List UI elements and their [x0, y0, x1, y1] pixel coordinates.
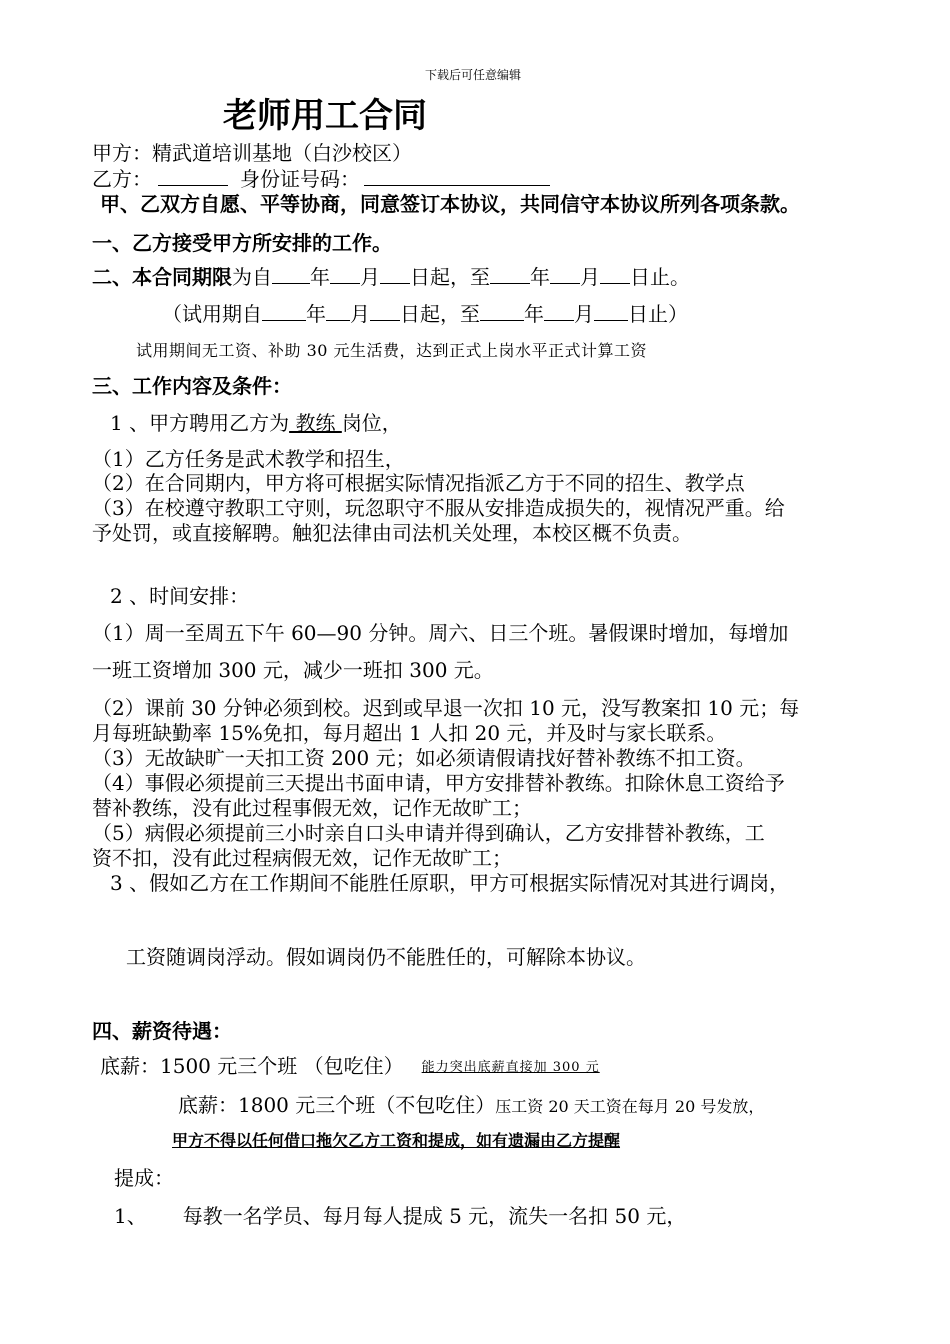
trial-day-end-label: 日止） [628, 302, 688, 326]
id-number-blank[interactable] [364, 167, 550, 186]
task-1: （1）乙方任务是武术教学和招生， [92, 447, 405, 471]
commission-item-1 [114, 1203, 686, 1229]
trial-end-month-blank[interactable] [544, 302, 574, 321]
time-4-line1: （4）事假必须提前三天提出书面申请，甲方安排替补教练。扣除休息工资给予 [92, 771, 785, 795]
trial-end-year-blank[interactable] [480, 302, 524, 321]
item3-line1: 3 、假如乙方在工作期间不能胜任原职，甲方可根据实际情况对其进行调岗， [110, 871, 790, 895]
end-day-blank[interactable] [600, 265, 630, 284]
time-2-line1: （2）课前 30 分钟必须到校。迟到或早退一次扣 10 元，没写教案扣 10 元；每 [92, 696, 800, 720]
trial-note: 试用期间无工资、补助 30 元生活费，达到正式上岗水平正式计算工资 [136, 341, 648, 360]
item1-prefix: 1 、甲方聘用乙方为 [110, 411, 290, 435]
contract-term-line [92, 264, 690, 290]
time-5-line1: （5）病假必须提前三小时亲自口头申请并得到确认，乙方安排替补教练，工 [92, 821, 765, 845]
year-label: 年 [530, 265, 550, 289]
item2-heading: 2 、时间安排： [110, 584, 250, 608]
base-salary-2-line [178, 1092, 764, 1118]
section2-heading: 二、本合同期限 [92, 265, 232, 289]
party-b-name-blank[interactable] [158, 167, 228, 186]
page-title: 老师用工合同 [223, 96, 427, 136]
commission-label: 提成： [114, 1166, 174, 1190]
commission-item-1-number: 1、 [114, 1204, 147, 1228]
trial-start-year-blank[interactable] [262, 302, 306, 321]
term-from-text: 为自 [232, 265, 272, 289]
year-label: 年 [306, 302, 326, 326]
base-salary-2: 底薪：1800 元三个班（不包吃住） [178, 1093, 496, 1117]
trial-end-day-blank[interactable] [594, 302, 628, 321]
month-label: 月 [350, 302, 370, 326]
end-year-blank[interactable] [490, 265, 530, 284]
trial-start-month-blank[interactable] [326, 302, 350, 321]
task-3-line1: （3）在校遵守教职工守则，玩忽职守不服从安排造成损失的，视情况严重。给 [92, 496, 785, 520]
intro-paragraph: 甲、乙双方自愿、平等协商，同意签订本协议，共同信守本协议所列各项条款。 [100, 192, 800, 216]
year-label: 年 [310, 265, 330, 289]
section1-heading: 一、乙方接受甲方所安排的工作。 [92, 231, 392, 255]
party-b-label: 乙方： [92, 167, 152, 191]
id-number-label: 身份证号码： [240, 167, 360, 191]
commission-item-1-text: 每教一名学员、每月每人提成 5 元，流失一名扣 50 元， [182, 1204, 687, 1228]
section4-heading: 四、薪资待遇： [92, 1019, 232, 1043]
start-month-blank[interactable] [330, 265, 360, 284]
base-salary-1: 底薪：1500 元三个班 （包吃住） [100, 1054, 404, 1078]
year-label: 年 [524, 302, 544, 326]
task-2: （2）在合同期内，甲方将可根据实际情况指派乙方于不同的招生、教学点 [92, 471, 745, 495]
time-1-line1: （1）周一至周五下午 60—90 分钟。周六、日三个班。暑假课时增加，每增加 [92, 621, 789, 645]
start-year-blank[interactable] [272, 265, 310, 284]
time-1-line2: 一班工资增加 300 元，减少一班扣 300 元。 [92, 658, 494, 682]
trial-period-line [162, 301, 688, 327]
item3-line2: 工资随调岗浮动。假如调岗仍不能胜任的，可解除本协议。 [126, 945, 646, 969]
month-label: 月 [580, 265, 600, 289]
item1-line [110, 410, 402, 436]
end-month-blank[interactable] [550, 265, 580, 284]
party-a-line: 甲方：精武道培训基地（白沙校区） [92, 141, 412, 165]
base-salary-2-note: 压工资 20 天工资在每月 20 号发放， [495, 1097, 765, 1116]
trial-open-text: （试用期自 [162, 302, 262, 326]
wage-warning: 甲方不得以任何借口拖欠乙方工资和提成，如有遗漏由乙方提醒 [172, 1131, 621, 1150]
party-b-line [92, 166, 550, 192]
month-label: 月 [574, 302, 594, 326]
time-3: （3）无故缺旷一天扣工资 200 元；如必须请假请找好替补教练不扣工资。 [92, 746, 756, 770]
base-salary-1-line [100, 1053, 600, 1079]
base-salary-1-note: 能力突出底薪直接加 300 元 [421, 1059, 600, 1075]
start-day-blank[interactable] [380, 265, 410, 284]
item1-suffix: 岗位， [341, 411, 402, 435]
item1-role: 教练 [289, 411, 342, 435]
month-label: 月 [360, 265, 380, 289]
task-3-line2: 予处罚，或直接解聘。触犯法律由司法机关处理，本校区概不负责。 [92, 521, 692, 545]
time-2-line2: 月每班缺勤率 15%免扣，每月超出 1 人扣 20 元，并及时与家长联系。 [92, 721, 727, 745]
day-from-label: 日起，至 [400, 302, 480, 326]
day-from-label: 日起，至 [410, 265, 490, 289]
time-5-line2: 资不扣，没有此过程病假无效，记作无故旷工； [92, 846, 512, 870]
day-end-label: 日止。 [630, 265, 690, 289]
trial-start-day-blank[interactable] [370, 302, 400, 321]
download-note: 下载后可任意编辑 [425, 68, 522, 82]
section3-heading: 三、工作内容及条件： [92, 374, 292, 398]
time-4-line2: 替补教练，没有此过程事假无效，记作无故旷工； [92, 796, 532, 820]
